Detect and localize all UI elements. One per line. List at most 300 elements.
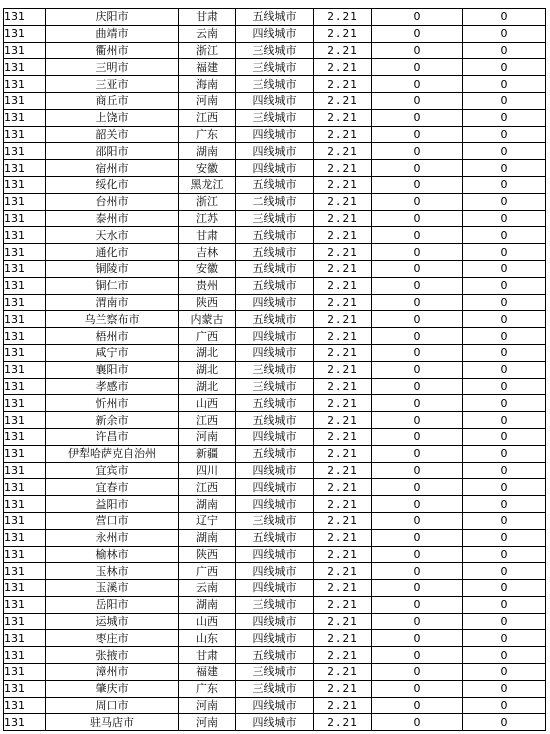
tier-cell: 五线城市 xyxy=(236,311,314,328)
rank-cell: 131 xyxy=(4,428,46,445)
score-cell: 2.21 xyxy=(314,714,372,731)
rank-cell: 131 xyxy=(4,664,46,681)
table-row xyxy=(4,613,546,630)
table-row xyxy=(4,59,546,76)
city-cell: 邵阳市 xyxy=(46,143,179,160)
city-cell: 台州市 xyxy=(46,193,179,210)
value-b-cell: 0 xyxy=(463,664,546,681)
province-cell: 福建 xyxy=(179,59,236,76)
score-cell: 2.21 xyxy=(314,210,372,227)
rank-cell: 131 xyxy=(4,42,46,59)
city-cell: 渭南市 xyxy=(46,294,179,311)
tier-cell: 三线城市 xyxy=(236,59,314,76)
value-b-cell: 0 xyxy=(463,647,546,664)
rank-cell: 131 xyxy=(4,697,46,714)
score-cell: 2.21 xyxy=(314,613,372,630)
value-b-cell: 0 xyxy=(463,244,546,261)
value-a-cell: 0 xyxy=(372,378,463,395)
table-row xyxy=(4,647,546,664)
province-cell: 辽宁 xyxy=(179,512,236,529)
tier-cell: 四线城市 xyxy=(236,428,314,445)
city-cell: 新余市 xyxy=(46,412,179,429)
table-row xyxy=(4,76,546,93)
table-row xyxy=(4,596,546,613)
province-cell: 吉林 xyxy=(179,244,236,261)
tier-cell: 四线城市 xyxy=(236,496,314,513)
table-row xyxy=(4,25,546,42)
table-row xyxy=(4,428,546,445)
rank-cell: 131 xyxy=(4,412,46,429)
value-a-cell: 0 xyxy=(372,664,463,681)
value-b-cell: 0 xyxy=(463,109,546,126)
province-cell: 江苏 xyxy=(179,210,236,227)
rank-cell: 131 xyxy=(4,25,46,42)
score-cell: 2.21 xyxy=(314,92,372,109)
province-cell: 湖北 xyxy=(179,378,236,395)
value-a-cell: 0 xyxy=(372,630,463,647)
province-cell: 陕西 xyxy=(179,294,236,311)
table-row xyxy=(4,580,546,597)
table-row xyxy=(4,328,546,345)
value-b-cell: 0 xyxy=(463,580,546,597)
rank-cell: 131 xyxy=(4,109,46,126)
city-cell: 乌兰察布市 xyxy=(46,311,179,328)
table-row xyxy=(4,445,546,462)
score-cell: 2.21 xyxy=(314,664,372,681)
score-cell: 2.21 xyxy=(314,512,372,529)
rank-cell: 131 xyxy=(4,59,46,76)
value-a-cell: 0 xyxy=(372,445,463,462)
rank-cell: 131 xyxy=(4,395,46,412)
rank-cell: 131 xyxy=(4,445,46,462)
table-row xyxy=(4,160,546,177)
tier-cell: 四线城市 xyxy=(236,630,314,647)
city-cell: 衢州市 xyxy=(46,42,179,59)
province-cell: 贵州 xyxy=(179,277,236,294)
tier-cell: 三线城市 xyxy=(236,512,314,529)
table-row xyxy=(4,277,546,294)
value-a-cell: 0 xyxy=(372,428,463,445)
city-cell: 玉溪市 xyxy=(46,580,179,597)
province-cell: 湖南 xyxy=(179,143,236,160)
value-b-cell: 0 xyxy=(463,596,546,613)
rank-cell: 131 xyxy=(4,714,46,731)
province-cell: 湖北 xyxy=(179,344,236,361)
value-a-cell: 0 xyxy=(372,260,463,277)
city-cell: 伊犁哈萨克自治州 xyxy=(46,445,179,462)
value-b-cell: 0 xyxy=(463,395,546,412)
rank-cell: 131 xyxy=(4,596,46,613)
value-a-cell: 0 xyxy=(372,647,463,664)
value-b-cell: 0 xyxy=(463,328,546,345)
value-a-cell: 0 xyxy=(372,277,463,294)
province-cell: 广东 xyxy=(179,126,236,143)
table-row xyxy=(4,664,546,681)
tier-cell: 四线城市 xyxy=(236,563,314,580)
city-cell: 运城市 xyxy=(46,613,179,630)
table-row xyxy=(4,109,546,126)
rank-cell: 131 xyxy=(4,647,46,664)
value-b-cell: 0 xyxy=(463,9,546,26)
tier-cell: 五线城市 xyxy=(236,227,314,244)
value-a-cell: 0 xyxy=(372,210,463,227)
tier-cell: 三线城市 xyxy=(236,210,314,227)
province-cell: 湖南 xyxy=(179,529,236,546)
score-cell: 2.21 xyxy=(314,361,372,378)
value-a-cell: 0 xyxy=(372,563,463,580)
rank-cell: 131 xyxy=(4,244,46,261)
score-cell: 2.21 xyxy=(314,277,372,294)
value-a-cell: 0 xyxy=(372,126,463,143)
table-row xyxy=(4,680,546,697)
value-b-cell: 0 xyxy=(463,76,546,93)
value-a-cell: 0 xyxy=(372,76,463,93)
score-cell: 2.21 xyxy=(314,109,372,126)
value-b-cell: 0 xyxy=(463,277,546,294)
rank-cell: 131 xyxy=(4,193,46,210)
city-cell: 襄阳市 xyxy=(46,361,179,378)
city-cell: 永州市 xyxy=(46,529,179,546)
province-cell: 湖南 xyxy=(179,496,236,513)
tier-cell: 四线城市 xyxy=(236,697,314,714)
tier-cell: 三线城市 xyxy=(236,361,314,378)
table-row xyxy=(4,344,546,361)
table-row xyxy=(4,630,546,647)
tier-cell: 五线城市 xyxy=(236,529,314,546)
tier-cell: 四线城市 xyxy=(236,92,314,109)
score-cell: 2.21 xyxy=(314,260,372,277)
tier-cell: 四线城市 xyxy=(236,143,314,160)
value-b-cell: 0 xyxy=(463,479,546,496)
score-cell: 2.21 xyxy=(314,395,372,412)
value-a-cell: 0 xyxy=(372,176,463,193)
score-cell: 2.21 xyxy=(314,244,372,261)
score-cell: 2.21 xyxy=(314,176,372,193)
value-a-cell: 0 xyxy=(372,311,463,328)
value-a-cell: 0 xyxy=(372,462,463,479)
province-cell: 安徽 xyxy=(179,260,236,277)
tier-cell: 三线城市 xyxy=(236,680,314,697)
rank-cell: 131 xyxy=(4,496,46,513)
province-cell: 河南 xyxy=(179,428,236,445)
tier-cell: 三线城市 xyxy=(236,596,314,613)
score-cell: 2.21 xyxy=(314,697,372,714)
value-b-cell: 0 xyxy=(463,714,546,731)
tier-cell: 四线城市 xyxy=(236,328,314,345)
table-row xyxy=(4,92,546,109)
value-a-cell: 0 xyxy=(372,596,463,613)
value-a-cell: 0 xyxy=(372,613,463,630)
rank-cell: 131 xyxy=(4,546,46,563)
tier-cell: 四线城市 xyxy=(236,462,314,479)
city-cell: 榆林市 xyxy=(46,546,179,563)
score-cell: 2.21 xyxy=(314,580,372,597)
score-cell: 2.21 xyxy=(314,630,372,647)
table-row xyxy=(4,294,546,311)
city-cell: 泰州市 xyxy=(46,210,179,227)
province-cell: 安徽 xyxy=(179,160,236,177)
rank-cell: 131 xyxy=(4,613,46,630)
city-cell: 营口市 xyxy=(46,512,179,529)
city-cell: 曲靖市 xyxy=(46,25,179,42)
value-a-cell: 0 xyxy=(372,580,463,597)
rank-cell: 131 xyxy=(4,563,46,580)
value-b-cell: 0 xyxy=(463,25,546,42)
score-cell: 2.21 xyxy=(314,378,372,395)
score-cell: 2.21 xyxy=(314,496,372,513)
table-row xyxy=(4,311,546,328)
value-b-cell: 0 xyxy=(463,630,546,647)
value-a-cell: 0 xyxy=(372,294,463,311)
city-cell: 三明市 xyxy=(46,59,179,76)
value-b-cell: 0 xyxy=(463,176,546,193)
value-a-cell: 0 xyxy=(372,25,463,42)
value-b-cell: 0 xyxy=(463,210,546,227)
tier-cell: 五线城市 xyxy=(236,445,314,462)
province-cell: 陕西 xyxy=(179,546,236,563)
rank-cell: 131 xyxy=(4,328,46,345)
province-cell: 山西 xyxy=(179,395,236,412)
value-a-cell: 0 xyxy=(372,42,463,59)
tier-cell: 五线城市 xyxy=(236,9,314,26)
value-b-cell: 0 xyxy=(463,613,546,630)
city-cell: 铜陵市 xyxy=(46,260,179,277)
table-row xyxy=(4,42,546,59)
table-row xyxy=(4,260,546,277)
value-a-cell: 0 xyxy=(372,344,463,361)
score-cell: 2.21 xyxy=(314,529,372,546)
table-row xyxy=(4,210,546,227)
province-cell: 湖南 xyxy=(179,596,236,613)
province-cell: 甘肃 xyxy=(179,9,236,26)
province-cell: 甘肃 xyxy=(179,647,236,664)
rank-cell: 131 xyxy=(4,378,46,395)
value-a-cell: 0 xyxy=(372,714,463,731)
city-cell: 漳州市 xyxy=(46,664,179,681)
province-cell: 江西 xyxy=(179,412,236,429)
province-cell: 江西 xyxy=(179,109,236,126)
tier-cell: 四线城市 xyxy=(236,294,314,311)
table-row xyxy=(4,143,546,160)
score-cell: 2.21 xyxy=(314,294,372,311)
tier-cell: 五线城市 xyxy=(236,244,314,261)
city-cell: 岳阳市 xyxy=(46,596,179,613)
score-cell: 2.21 xyxy=(314,563,372,580)
province-cell: 新疆 xyxy=(179,445,236,462)
value-a-cell: 0 xyxy=(372,680,463,697)
value-b-cell: 0 xyxy=(463,193,546,210)
city-cell: 天水市 xyxy=(46,227,179,244)
score-cell: 2.21 xyxy=(314,680,372,697)
province-cell: 江西 xyxy=(179,479,236,496)
tier-cell: 四线城市 xyxy=(236,546,314,563)
value-b-cell: 0 xyxy=(463,160,546,177)
table-row xyxy=(4,697,546,714)
value-b-cell: 0 xyxy=(463,59,546,76)
value-a-cell: 0 xyxy=(372,9,463,26)
value-a-cell: 0 xyxy=(372,244,463,261)
tier-cell: 三线城市 xyxy=(236,76,314,93)
score-cell: 2.21 xyxy=(314,344,372,361)
tier-cell: 四线城市 xyxy=(236,580,314,597)
value-a-cell: 0 xyxy=(372,160,463,177)
value-a-cell: 0 xyxy=(372,59,463,76)
province-cell: 广东 xyxy=(179,680,236,697)
province-cell: 福建 xyxy=(179,664,236,681)
rank-cell: 131 xyxy=(4,260,46,277)
value-b-cell: 0 xyxy=(463,143,546,160)
table-row xyxy=(4,479,546,496)
city-cell: 商丘市 xyxy=(46,92,179,109)
value-b-cell: 0 xyxy=(463,529,546,546)
table-row xyxy=(4,512,546,529)
tier-cell: 五线城市 xyxy=(236,647,314,664)
province-cell: 云南 xyxy=(179,25,236,42)
score-cell: 2.21 xyxy=(314,412,372,429)
score-cell: 2.21 xyxy=(314,546,372,563)
value-a-cell: 0 xyxy=(372,328,463,345)
province-cell: 甘肃 xyxy=(179,227,236,244)
city-cell: 驻马店市 xyxy=(46,714,179,731)
city-cell: 周口市 xyxy=(46,697,179,714)
province-cell: 云南 xyxy=(179,580,236,597)
city-cell: 宿州市 xyxy=(46,160,179,177)
table-row xyxy=(4,244,546,261)
score-cell: 2.21 xyxy=(314,193,372,210)
city-cell: 梧州市 xyxy=(46,328,179,345)
tier-cell: 五线城市 xyxy=(236,412,314,429)
score-cell: 2.21 xyxy=(314,227,372,244)
value-a-cell: 0 xyxy=(372,546,463,563)
city-cell: 忻州市 xyxy=(46,395,179,412)
rank-cell: 131 xyxy=(4,361,46,378)
value-a-cell: 0 xyxy=(372,479,463,496)
city-cell: 咸宁市 xyxy=(46,344,179,361)
city-cell: 孝感市 xyxy=(46,378,179,395)
value-b-cell: 0 xyxy=(463,697,546,714)
rank-cell: 131 xyxy=(4,479,46,496)
value-b-cell: 0 xyxy=(463,126,546,143)
value-b-cell: 0 xyxy=(463,260,546,277)
city-cell: 三亚市 xyxy=(46,76,179,93)
tier-cell: 四线城市 xyxy=(236,479,314,496)
score-cell: 2.21 xyxy=(314,76,372,93)
score-cell: 2.21 xyxy=(314,59,372,76)
rank-cell: 131 xyxy=(4,176,46,193)
tier-cell: 四线城市 xyxy=(236,613,314,630)
score-cell: 2.21 xyxy=(314,479,372,496)
table-row xyxy=(4,126,546,143)
city-cell: 上饶市 xyxy=(46,109,179,126)
tier-cell: 三线城市 xyxy=(236,42,314,59)
rank-cell: 131 xyxy=(4,210,46,227)
value-a-cell: 0 xyxy=(372,361,463,378)
city-cell: 铜仁市 xyxy=(46,277,179,294)
tier-cell: 四线城市 xyxy=(236,344,314,361)
tier-cell: 五线城市 xyxy=(236,395,314,412)
rank-cell: 131 xyxy=(4,227,46,244)
tier-cell: 五线城市 xyxy=(236,176,314,193)
rank-cell: 131 xyxy=(4,630,46,647)
value-b-cell: 0 xyxy=(463,445,546,462)
tier-cell: 四线城市 xyxy=(236,714,314,731)
rank-cell: 131 xyxy=(4,277,46,294)
score-cell: 2.21 xyxy=(314,647,372,664)
tier-cell: 四线城市 xyxy=(236,126,314,143)
city-cell: 肇庆市 xyxy=(46,680,179,697)
value-a-cell: 0 xyxy=(372,529,463,546)
value-b-cell: 0 xyxy=(463,496,546,513)
score-cell: 2.21 xyxy=(314,143,372,160)
value-b-cell: 0 xyxy=(463,563,546,580)
value-b-cell: 0 xyxy=(463,294,546,311)
value-a-cell: 0 xyxy=(372,92,463,109)
score-cell: 2.21 xyxy=(314,596,372,613)
province-cell: 内蒙古 xyxy=(179,311,236,328)
score-cell: 2.21 xyxy=(314,428,372,445)
tier-cell: 二线城市 xyxy=(236,193,314,210)
city-cell: 益阳市 xyxy=(46,496,179,513)
rank-cell: 131 xyxy=(4,92,46,109)
province-cell: 河南 xyxy=(179,714,236,731)
province-cell: 湖北 xyxy=(179,361,236,378)
value-a-cell: 0 xyxy=(372,109,463,126)
value-b-cell: 0 xyxy=(463,680,546,697)
city-cell: 韶关市 xyxy=(46,126,179,143)
table-row xyxy=(4,462,546,479)
table-row xyxy=(4,227,546,244)
value-a-cell: 0 xyxy=(372,193,463,210)
value-b-cell: 0 xyxy=(463,512,546,529)
value-b-cell: 0 xyxy=(463,42,546,59)
value-b-cell: 0 xyxy=(463,361,546,378)
rank-cell: 131 xyxy=(4,126,46,143)
rank-cell: 131 xyxy=(4,143,46,160)
table-row xyxy=(4,529,546,546)
tier-cell: 五线城市 xyxy=(236,277,314,294)
city-cell: 玉林市 xyxy=(46,563,179,580)
tier-cell: 五线城市 xyxy=(236,260,314,277)
value-b-cell: 0 xyxy=(463,344,546,361)
score-cell: 2.21 xyxy=(314,462,372,479)
rank-cell: 131 xyxy=(4,76,46,93)
score-cell: 2.21 xyxy=(314,160,372,177)
score-cell: 2.21 xyxy=(314,42,372,59)
score-cell: 2.21 xyxy=(314,311,372,328)
rank-cell: 131 xyxy=(4,512,46,529)
tier-cell: 三线城市 xyxy=(236,378,314,395)
tier-cell: 三线城市 xyxy=(236,664,314,681)
value-b-cell: 0 xyxy=(463,412,546,429)
table-row xyxy=(4,714,546,731)
value-b-cell: 0 xyxy=(463,428,546,445)
score-cell: 2.21 xyxy=(314,25,372,42)
province-cell: 黑龙江 xyxy=(179,176,236,193)
city-cell: 宜宾市 xyxy=(46,462,179,479)
value-a-cell: 0 xyxy=(372,496,463,513)
city-cell: 宜春市 xyxy=(46,479,179,496)
tier-cell: 三线城市 xyxy=(236,109,314,126)
city-cell: 许昌市 xyxy=(46,428,179,445)
value-b-cell: 0 xyxy=(463,462,546,479)
value-b-cell: 0 xyxy=(463,227,546,244)
province-cell: 海南 xyxy=(179,76,236,93)
rank-cell: 131 xyxy=(4,311,46,328)
rank-cell: 131 xyxy=(4,160,46,177)
province-cell: 河南 xyxy=(179,92,236,109)
tier-cell: 四线城市 xyxy=(236,25,314,42)
city-cell: 绥化市 xyxy=(46,176,179,193)
